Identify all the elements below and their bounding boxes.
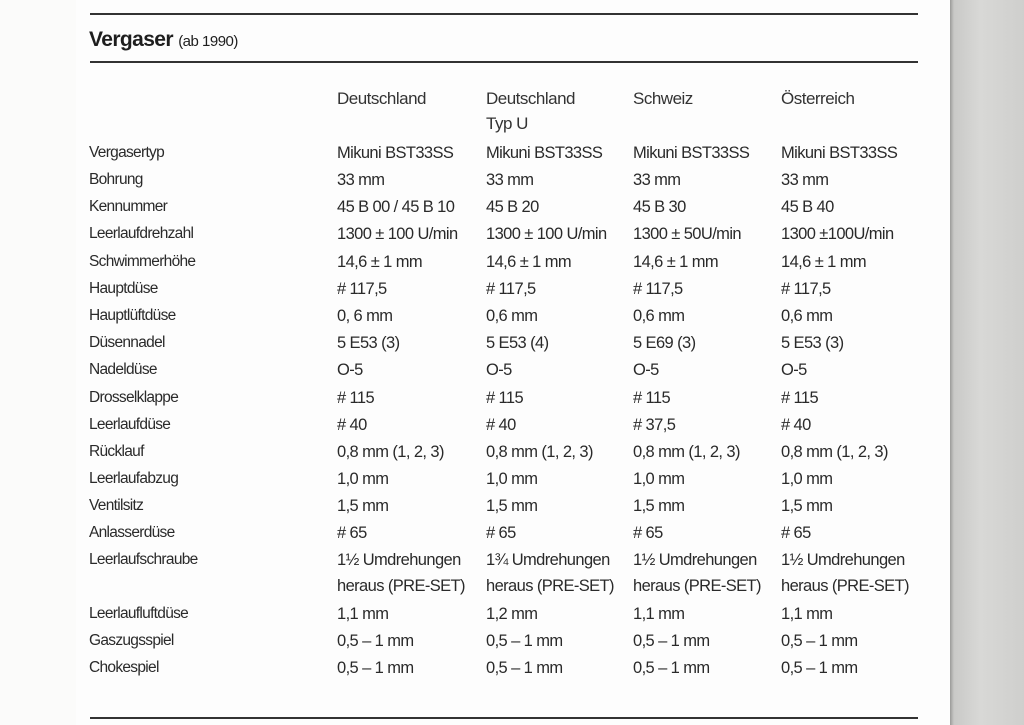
cell-value: 1300 ±100U/min — [781, 225, 894, 243]
cell-value: 0,6 mm — [781, 307, 833, 325]
row-label: Leerlaufdrehzahl — [89, 225, 194, 242]
cell-value: 0,6 mm — [486, 307, 538, 325]
cell-value: # 115 — [486, 389, 524, 407]
cell-value: 1,5 mm — [633, 497, 685, 515]
cell-value: 5 E69 (3) — [633, 334, 696, 352]
cell-value: 0,5 – 1 mm — [486, 659, 563, 677]
cell-value: 0,5 – 1 mm — [633, 659, 710, 677]
cell-value: 0,8 mm (1, 2, 3) — [486, 443, 593, 461]
cell-value: # 115 — [633, 389, 671, 407]
row-label: Schwimmerhöhe — [89, 253, 196, 270]
row-label: Gaszugsspiel — [89, 632, 174, 649]
title-text: Vergaser — [89, 28, 173, 51]
cell-value: # 115 — [337, 389, 375, 407]
cell-value: 1300 ± 100 U/min — [486, 225, 607, 243]
cell-value: 1300 ± 50U/min — [633, 225, 741, 243]
cell-value: 1,0 mm — [781, 470, 833, 488]
cell-value: 5 E53 (3) — [337, 334, 400, 352]
cell-value: # 115 — [781, 389, 819, 407]
cell-value: # 40 — [486, 416, 516, 434]
cell-value: Mikuni BST33SS — [633, 144, 750, 162]
cell-value: # 40 — [337, 416, 367, 434]
cell-value: # 40 — [781, 416, 811, 434]
cell-value: 45 B 00 / 45 B 10 — [337, 198, 455, 216]
bottom-rule — [90, 717, 918, 719]
cell-value: 33 mm — [781, 171, 829, 189]
cell-value: 0,5 – 1 mm — [486, 632, 563, 650]
cell-value: # 65 — [337, 524, 367, 542]
row-label: Ventilsitz — [89, 497, 144, 514]
title-subtitle: (ab 1990) — [178, 33, 238, 50]
row-label: Leerlaufabzug — [89, 470, 179, 487]
row-label: Vergasertyp — [89, 144, 165, 161]
cell-value: 0,5 – 1 mm — [633, 632, 710, 650]
cell-value: 14,6 ± 1 mm — [633, 253, 718, 271]
scan-edge — [950, 0, 1024, 725]
cell-value: 0, 6 mm — [337, 307, 393, 325]
top-rule — [90, 13, 918, 15]
cell-value: O-5 — [337, 361, 363, 379]
cell-value: 45 B 20 — [486, 198, 539, 216]
cell-value: # 65 — [486, 524, 516, 542]
cell-value: 0,5 – 1 mm — [781, 659, 858, 677]
cell-value: # 117,5 — [781, 280, 831, 298]
cell-value: 45 B 30 — [633, 198, 686, 216]
title-rule — [90, 61, 918, 63]
cell-value: O-5 — [781, 361, 807, 379]
cell-value: 0,6 mm — [633, 307, 685, 325]
section-title — [89, 28, 238, 52]
cell-value: 1½ Umdrehungen — [781, 551, 905, 569]
column-header: Österreich — [781, 89, 855, 108]
cell-value: 33 mm — [486, 171, 534, 189]
cell-value: 5 E53 (4) — [486, 334, 549, 352]
cell-value: # 65 — [633, 524, 663, 542]
cell-value: O-5 — [486, 361, 512, 379]
cell-value: 1,5 mm — [486, 497, 538, 515]
cell-value: 14,6 ± 1 mm — [486, 253, 571, 271]
cell-value: # 65 — [781, 524, 811, 542]
row-label: Leerlaufdüse — [89, 416, 171, 433]
cell-value: 1,0 mm — [337, 470, 389, 488]
row-label: Anlasserdüse — [89, 524, 175, 541]
row-label: Bohrung — [89, 171, 143, 188]
column-header: Schweiz — [633, 89, 693, 108]
cell-value: 1½ Umdrehungen — [337, 551, 461, 569]
cell-value: 0,5 – 1 mm — [781, 632, 858, 650]
cell-value: 1¾ Umdrehungen — [486, 551, 610, 569]
row-label: Hauptlüftdüse — [89, 307, 176, 324]
row-label: Rücklauf — [89, 443, 144, 460]
column-header: Deutschland — [337, 89, 427, 108]
cell-value-line2: heraus (PRE-SET) — [781, 577, 909, 595]
cell-value: 0,5 – 1 mm — [337, 659, 414, 677]
cell-value: 1,1 mm — [633, 605, 685, 623]
cell-value: 1,5 mm — [781, 497, 833, 515]
row-label: Leerlaufschraube — [89, 551, 198, 568]
row-label: Drosselklappe — [89, 389, 179, 406]
cell-value: 0,8 mm (1, 2, 3) — [633, 443, 740, 461]
cell-value-line2: heraus (PRE-SET) — [337, 577, 465, 595]
cell-value: 1,0 mm — [486, 470, 538, 488]
cell-value: # 37,5 — [633, 416, 676, 434]
cell-value: Mikuni BST33SS — [781, 144, 898, 162]
cell-value: 14,6 ± 1 mm — [337, 253, 422, 271]
cell-value: 5 E53 (3) — [781, 334, 844, 352]
cell-value: 33 mm — [337, 171, 385, 189]
row-label: Kennummer — [89, 198, 168, 215]
cell-value: 1½ Umdrehungen — [633, 551, 757, 569]
row-label: Nadeldüse — [89, 361, 157, 378]
cell-value: 14,6 ± 1 mm — [781, 253, 866, 271]
cell-value: 1,0 mm — [633, 470, 685, 488]
cell-value: 1300 ± 100 U/min — [337, 225, 458, 243]
row-label: Leerlaufluftdüse — [89, 605, 189, 622]
column-header: Deutschland Typ U — [486, 89, 576, 133]
cell-value: # 117,5 — [486, 280, 536, 298]
cell-value: O-5 — [633, 361, 659, 379]
row-label: Düsennadel — [89, 334, 165, 351]
cell-value: Mikuni BST33SS — [337, 144, 454, 162]
row-label: Hauptdüse — [89, 280, 158, 297]
cell-value: # 117,5 — [337, 280, 387, 298]
cell-value: # 117,5 — [633, 280, 683, 298]
cell-value: 1,5 mm — [337, 497, 389, 515]
cell-value: 0,5 – 1 mm — [337, 632, 414, 650]
cell-value: 1,2 mm — [486, 605, 538, 623]
cell-value: 45 B 40 — [781, 198, 834, 216]
row-label: Chokespiel — [89, 659, 159, 676]
cell-value: 0,8 mm (1, 2, 3) — [337, 443, 444, 461]
cell-value-line2: heraus (PRE-SET) — [633, 577, 761, 595]
cell-value: 33 mm — [633, 171, 681, 189]
cell-value: 0,8 mm (1, 2, 3) — [781, 443, 888, 461]
cell-value: 1,1 mm — [337, 605, 389, 623]
cell-value: Mikuni BST33SS — [486, 144, 603, 162]
cell-value-line2: heraus (PRE-SET) — [486, 577, 614, 595]
cell-value: 1,1 mm — [781, 605, 833, 623]
